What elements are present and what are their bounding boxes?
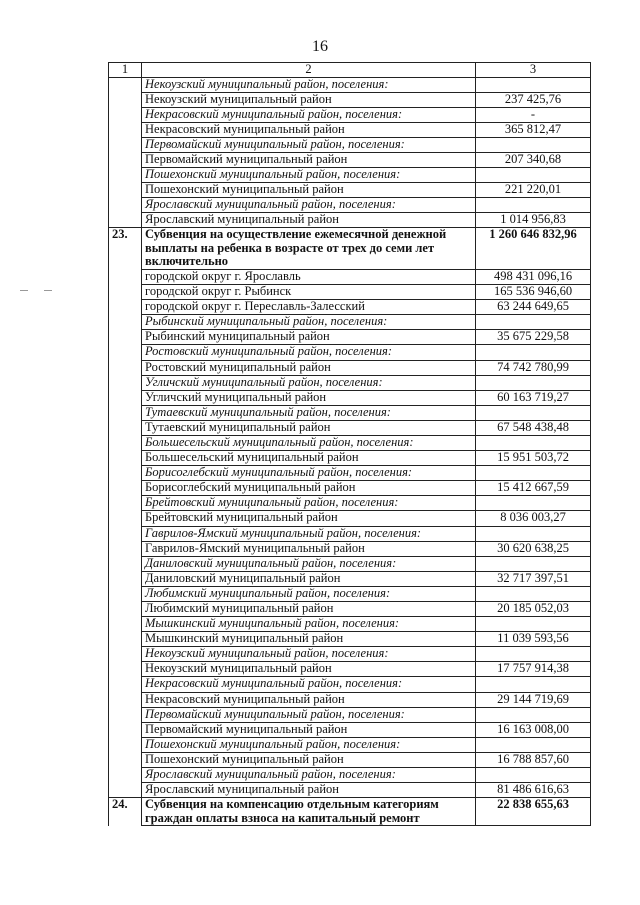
section-number: 23. xyxy=(109,228,142,270)
subheading-row xyxy=(109,345,591,360)
table-row xyxy=(109,451,591,466)
amount-cell xyxy=(476,526,591,541)
subheading-label: Ростовский муниципальный район, поселения: xyxy=(142,345,476,360)
table-row xyxy=(109,360,591,375)
amount-cell xyxy=(476,77,591,92)
table-row xyxy=(109,541,591,556)
amount-cell: 60 163 719,27 xyxy=(476,390,591,405)
subheading-row xyxy=(109,137,591,152)
table-row xyxy=(109,390,591,405)
subheading-label: Рыбинский муниципальный район, поселения: xyxy=(142,315,476,330)
number-cell xyxy=(109,481,142,496)
amount-cell: - xyxy=(476,107,591,122)
number-cell xyxy=(109,677,142,692)
table-body xyxy=(109,77,591,826)
subheading-label: Даниловский муниципальный район, поселения: xyxy=(142,556,476,571)
subheading-label: Большесельский муниципальный район, поселения: xyxy=(142,435,476,450)
number-cell xyxy=(109,137,142,152)
district-name: Первомайский муниципальный район xyxy=(142,722,476,737)
amount-cell: 16 163 008,00 xyxy=(476,722,591,737)
amount-cell: 16 788 857,60 xyxy=(476,752,591,767)
table-row xyxy=(109,662,591,677)
column-header: 3 xyxy=(476,63,591,78)
subheading-row xyxy=(109,556,591,571)
number-cell xyxy=(109,77,142,92)
district-name: Угличский муниципальный район xyxy=(142,390,476,405)
subheading-label: Любимский муниципальный район, поселения: xyxy=(142,586,476,601)
district-name: Ростовский муниципальный район xyxy=(142,360,476,375)
amount-cell: 1 014 956,83 xyxy=(476,213,591,228)
amount-cell: 498 431 096,16 xyxy=(476,269,591,284)
district-name: городской округ г. Рыбинск xyxy=(142,285,476,300)
district-name: Некоузский муниципальный район xyxy=(142,92,476,107)
number-cell xyxy=(109,541,142,556)
amount-cell xyxy=(476,737,591,752)
amount-cell: 365 812,47 xyxy=(476,122,591,137)
subheading-label: Брейтовский муниципальный район, поселения: xyxy=(142,496,476,511)
number-cell xyxy=(109,737,142,752)
amount-cell xyxy=(476,137,591,152)
subheading-label: Некоузский муниципальный район, поселения: xyxy=(142,77,476,92)
number-cell xyxy=(109,198,142,213)
number-cell xyxy=(109,183,142,198)
number-cell xyxy=(109,435,142,450)
subheading-row xyxy=(109,768,591,783)
number-cell xyxy=(109,152,142,167)
subheading-label: Некрасовский муниципальный район, поселения: xyxy=(142,107,476,122)
number-cell xyxy=(109,315,142,330)
section-row xyxy=(109,228,591,270)
amount-cell: 30 620 638,25 xyxy=(476,541,591,556)
subheading-label: Первомайский муниципальный район, поселения: xyxy=(142,137,476,152)
amount-cell: 15 951 503,72 xyxy=(476,451,591,466)
number-cell xyxy=(109,526,142,541)
number-cell xyxy=(109,345,142,360)
subheading-row xyxy=(109,77,591,92)
amount-cell: 237 425,76 xyxy=(476,92,591,107)
number-cell xyxy=(109,586,142,601)
section-number: 24. xyxy=(109,798,142,826)
district-name: Борисоглебский муниципальный район xyxy=(142,481,476,496)
subheading-label: Мышкинский муниципальный район, поселения: xyxy=(142,617,476,632)
table-row xyxy=(109,285,591,300)
amount-cell: 8 036 003,27 xyxy=(476,511,591,526)
number-cell xyxy=(109,707,142,722)
number-cell xyxy=(109,451,142,466)
table-row xyxy=(109,330,591,345)
budget-table xyxy=(108,62,591,826)
district-name: городской округ г. Переславль-Залесский xyxy=(142,300,476,315)
amount-cell xyxy=(476,435,591,450)
district-name: Пошехонский муниципальный район xyxy=(142,183,476,198)
district-name: Ярославский муниципальный район xyxy=(142,783,476,798)
table-row xyxy=(109,152,591,167)
subheading-label: Некрасовский муниципальный район, поселения: xyxy=(142,677,476,692)
scan-artifact xyxy=(20,290,28,291)
number-cell xyxy=(109,375,142,390)
amount-cell: 20 185 052,03 xyxy=(476,602,591,617)
section-amount: 1 260 646 832,96 xyxy=(476,228,591,270)
amount-cell: 29 144 719,69 xyxy=(476,692,591,707)
subheading-row xyxy=(109,737,591,752)
table-row xyxy=(109,269,591,284)
number-cell xyxy=(109,783,142,798)
amount-cell: 165 536 946,60 xyxy=(476,285,591,300)
amount-cell: 11 039 593,56 xyxy=(476,632,591,647)
subheading-row xyxy=(109,526,591,541)
subheading-row xyxy=(109,168,591,183)
number-cell xyxy=(109,420,142,435)
number-cell xyxy=(109,692,142,707)
subheading-row xyxy=(109,707,591,722)
subheading-row xyxy=(109,375,591,390)
number-cell xyxy=(109,556,142,571)
column-header: 1 xyxy=(109,63,142,78)
number-cell xyxy=(109,632,142,647)
subheading-row xyxy=(109,405,591,420)
subheading-row xyxy=(109,107,591,122)
table-row xyxy=(109,481,591,496)
amount-cell xyxy=(476,647,591,662)
subheading-row xyxy=(109,315,591,330)
amount-cell xyxy=(476,707,591,722)
district-name: Некоузский муниципальный район xyxy=(142,662,476,677)
section-title: Субвенция на осуществление ежемесячной денежной выплаты на ребенка в возрасте от трех до семи лет включительно xyxy=(142,228,476,270)
amount-cell: 63 244 649,65 xyxy=(476,300,591,315)
table-row xyxy=(109,92,591,107)
table-row xyxy=(109,571,591,586)
district-name: Некрасовский муниципальный район xyxy=(142,122,476,137)
district-name: городской округ г. Ярославль xyxy=(142,269,476,284)
district-name: Брейтовский муниципальный район xyxy=(142,511,476,526)
number-cell xyxy=(109,752,142,767)
subheading-label: Гаврилов-Ямский муниципальный район, поселения: xyxy=(142,526,476,541)
number-cell xyxy=(109,571,142,586)
number-cell xyxy=(109,496,142,511)
subheading-label: Угличский муниципальный район, поселения: xyxy=(142,375,476,390)
amount-cell xyxy=(476,617,591,632)
amount-cell xyxy=(476,405,591,420)
district-name: Некрасовский муниципальный район xyxy=(142,692,476,707)
number-cell xyxy=(109,768,142,783)
amount-cell: 35 675 229,58 xyxy=(476,330,591,345)
amount-cell xyxy=(476,496,591,511)
amount-cell xyxy=(476,556,591,571)
amount-cell: 15 412 667,59 xyxy=(476,481,591,496)
table-row xyxy=(109,783,591,798)
table-row xyxy=(109,213,591,228)
amount-cell: 17 757 914,38 xyxy=(476,662,591,677)
subheading-row xyxy=(109,198,591,213)
subheading-label: Ярославский муниципальный район, поселения: xyxy=(142,768,476,783)
amount-cell xyxy=(476,198,591,213)
amount-cell: 67 548 438,48 xyxy=(476,420,591,435)
section-amount: 22 838 655,63 xyxy=(476,798,591,826)
amount-cell: 221 220,01 xyxy=(476,183,591,198)
number-cell xyxy=(109,269,142,284)
amount-cell xyxy=(476,345,591,360)
table-row xyxy=(109,722,591,737)
number-cell xyxy=(109,330,142,345)
subheading-row xyxy=(109,496,591,511)
district-name: Мышкинский муниципальный район xyxy=(142,632,476,647)
table-row xyxy=(109,511,591,526)
district-name: Гаврилов-Ямский муниципальный район xyxy=(142,541,476,556)
subheading-row xyxy=(109,677,591,692)
scan-artifact xyxy=(44,290,52,291)
table-row xyxy=(109,122,591,137)
amount-cell: 74 742 780,99 xyxy=(476,360,591,375)
table-row xyxy=(109,300,591,315)
subheading-label: Тутаевский муниципальный район, поселения: xyxy=(142,405,476,420)
table-row xyxy=(109,752,591,767)
amount-cell xyxy=(476,375,591,390)
amount-cell xyxy=(476,315,591,330)
district-name: Большесельский муниципальный район xyxy=(142,451,476,466)
number-cell xyxy=(109,511,142,526)
amount-cell xyxy=(476,586,591,601)
section-row xyxy=(109,798,591,826)
amount-cell: 32 717 397,51 xyxy=(476,571,591,586)
table-header-row xyxy=(109,63,591,78)
number-cell xyxy=(109,390,142,405)
subheading-label: Первомайский муниципальный район, поселения: xyxy=(142,707,476,722)
subheading-label: Ярославский муниципальный район, поселения: xyxy=(142,198,476,213)
number-cell xyxy=(109,92,142,107)
number-cell xyxy=(109,602,142,617)
amount-cell: 81 486 616,63 xyxy=(476,783,591,798)
district-name: Ярославский муниципальный район xyxy=(142,213,476,228)
number-cell xyxy=(109,722,142,737)
number-cell xyxy=(109,213,142,228)
number-cell xyxy=(109,662,142,677)
district-name: Рыбинский муниципальный район xyxy=(142,330,476,345)
district-name: Даниловский муниципальный район xyxy=(142,571,476,586)
table-row xyxy=(109,632,591,647)
amount-cell xyxy=(476,168,591,183)
number-cell xyxy=(109,122,142,137)
district-name: Любимский муниципальный район xyxy=(142,602,476,617)
subheading-row xyxy=(109,617,591,632)
table-row xyxy=(109,183,591,198)
subheading-label: Пошехонский муниципальный район, поселения: xyxy=(142,737,476,752)
subheading-row xyxy=(109,586,591,601)
section-title: Субвенция на компенсацию отдельным категориям граждан оплаты взноса на капитальный ремонт xyxy=(142,798,476,826)
amount-cell xyxy=(476,677,591,692)
number-cell xyxy=(109,285,142,300)
amount-cell: 207 340,68 xyxy=(476,152,591,167)
number-cell xyxy=(109,466,142,481)
subheading-row xyxy=(109,435,591,450)
subheading-row xyxy=(109,466,591,481)
number-cell xyxy=(109,405,142,420)
amount-cell xyxy=(476,768,591,783)
number-cell xyxy=(109,168,142,183)
number-cell xyxy=(109,107,142,122)
column-header: 2 xyxy=(142,63,476,78)
amount-cell xyxy=(476,466,591,481)
table-row xyxy=(109,692,591,707)
number-cell xyxy=(109,360,142,375)
district-name: Пошехонский муниципальный район xyxy=(142,752,476,767)
subheading-label: Борисоглебский муниципальный район, поселения: xyxy=(142,466,476,481)
number-cell xyxy=(109,300,142,315)
district-name: Тутаевский муниципальный район xyxy=(142,420,476,435)
district-name: Первомайский муниципальный район xyxy=(142,152,476,167)
number-cell xyxy=(109,647,142,662)
subheading-row xyxy=(109,647,591,662)
subheading-label: Пошехонский муниципальный район, поселения: xyxy=(142,168,476,183)
table-row xyxy=(109,420,591,435)
number-cell xyxy=(109,617,142,632)
table-row xyxy=(109,602,591,617)
page-number: 16 xyxy=(312,38,328,55)
subheading-label: Некоузский муниципальный район, поселения: xyxy=(142,647,476,662)
